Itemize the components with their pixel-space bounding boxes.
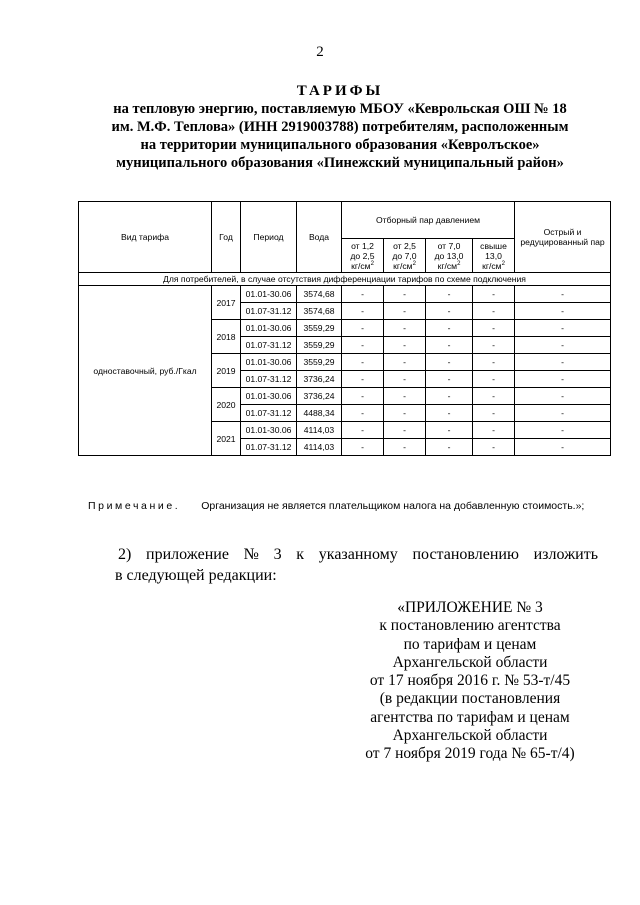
year-cell: 2017 bbox=[212, 286, 241, 320]
water-cell: 3559,29 bbox=[297, 337, 342, 354]
value-cell: - bbox=[342, 303, 384, 320]
value-cell: - bbox=[342, 286, 384, 303]
paragraph-word: изложить bbox=[533, 546, 598, 563]
water-cell: 3574,68 bbox=[297, 286, 342, 303]
document-title bbox=[60, 82, 620, 172]
header-steam-col: свыше 13,0 $кг/см^2$ bbox=[473, 239, 515, 273]
header-sharp-steam: Острый и редуцированный пар bbox=[515, 202, 611, 273]
title-line: муниципального образования «Пинежский муниципальный район» bbox=[116, 155, 564, 171]
water-cell: 4488,34 bbox=[297, 405, 342, 422]
value-cell: - bbox=[515, 337, 611, 354]
value-cell: - bbox=[342, 337, 384, 354]
value-cell: - bbox=[473, 422, 515, 439]
value-cell: - bbox=[342, 405, 384, 422]
value-cell: - bbox=[384, 320, 426, 337]
header-tariff-type: Вид тарифа bbox=[79, 202, 212, 273]
paragraph-word: приложение bbox=[146, 546, 229, 563]
value-cell: - bbox=[384, 388, 426, 405]
water-cell: 4114,03 bbox=[297, 422, 342, 439]
header-water: Вода bbox=[297, 202, 342, 273]
period-cell: 01.07-31.12 bbox=[241, 439, 297, 456]
value-cell: - bbox=[426, 405, 473, 422]
value-cell: - bbox=[473, 337, 515, 354]
appendix-header bbox=[320, 599, 620, 764]
value-cell: - bbox=[515, 388, 611, 405]
appendix-line: к постановлению агентства bbox=[379, 617, 561, 635]
title-line: на территории муниципального образования «Кевролъское» bbox=[140, 137, 540, 153]
value-cell: - bbox=[426, 286, 473, 303]
value-cell: - bbox=[473, 354, 515, 371]
value-cell: - bbox=[515, 303, 611, 320]
paragraph-line bbox=[118, 544, 598, 565]
appendix-line: агентства по тарифам и ценам bbox=[370, 708, 570, 726]
group-label: Для потребителей, в случае отсутствия дифференциации тарифов по схеме подключения bbox=[79, 273, 611, 286]
value-cell: - bbox=[426, 337, 473, 354]
tariffs-table bbox=[78, 201, 611, 456]
value-cell: - bbox=[342, 371, 384, 388]
value-cell: - bbox=[384, 303, 426, 320]
paragraph-word: к bbox=[296, 546, 305, 563]
appendix-line: по тарифам и ценам bbox=[403, 635, 537, 653]
paragraph-word: постановлению bbox=[412, 546, 519, 563]
header-year: Год bbox=[212, 202, 241, 273]
value-cell: - bbox=[426, 388, 473, 405]
amendment-paragraph bbox=[115, 544, 598, 586]
value-cell: - bbox=[473, 303, 515, 320]
appendix-line: от 17 ноября 2016 г. № 53-т/45 bbox=[369, 672, 571, 690]
period-cell: 01.01-30.06 bbox=[241, 422, 297, 439]
paragraph-word: № bbox=[243, 546, 259, 563]
water-cell: 3559,29 bbox=[297, 320, 342, 337]
page-number: 2 bbox=[316, 44, 324, 60]
note-label: Примечание. bbox=[88, 500, 181, 512]
value-cell: - bbox=[515, 354, 611, 371]
value-cell: - bbox=[473, 405, 515, 422]
value-cell: - bbox=[342, 439, 384, 456]
period-cell: 01.07-31.12 bbox=[241, 371, 297, 388]
water-cell: 3559,29 bbox=[297, 354, 342, 371]
year-cell: 2020 bbox=[212, 388, 241, 422]
water-cell: 3574,68 bbox=[297, 303, 342, 320]
paragraph-word: 3 bbox=[273, 546, 282, 563]
paragraph-line: в следующей редакции: bbox=[115, 567, 277, 584]
water-cell: 4114,03 bbox=[297, 439, 342, 456]
value-cell: - bbox=[515, 371, 611, 388]
value-cell: - bbox=[342, 388, 384, 405]
value-cell: - bbox=[473, 286, 515, 303]
header-period: Период bbox=[241, 202, 297, 273]
value-cell: - bbox=[384, 422, 426, 439]
year-cell: 2021 bbox=[212, 422, 241, 456]
period-cell: 01.07-31.12 bbox=[241, 303, 297, 320]
value-cell: - bbox=[342, 320, 384, 337]
paragraph-word: указанному bbox=[318, 546, 398, 563]
table-header-row bbox=[79, 202, 611, 239]
title-heading: ТАРИФЫ bbox=[296, 83, 384, 99]
table-row bbox=[79, 286, 611, 303]
table-note bbox=[88, 500, 628, 512]
value-cell: - bbox=[384, 286, 426, 303]
value-cell: - bbox=[384, 354, 426, 371]
value-cell: - bbox=[384, 371, 426, 388]
header-steam: Отборный пар давлением bbox=[342, 202, 515, 239]
water-cell: 3736,24 bbox=[297, 388, 342, 405]
appendix-line: Архангельской области bbox=[392, 653, 548, 671]
period-cell: 01.01-30.06 bbox=[241, 286, 297, 303]
title-line: на тепловую энергию, поставляемую МБОУ «Кеврольская ОШ № 18 bbox=[113, 101, 567, 117]
appendix-line: от 7 ноября 2019 года № 65-т/4) bbox=[365, 745, 575, 763]
appendix-line: (в редакции постановления bbox=[379, 690, 561, 708]
title-line: им. М.Ф. Теплова» (ИНН 2919003788) потребителям, расположенным bbox=[111, 119, 569, 135]
value-cell: - bbox=[384, 337, 426, 354]
appendix-line: Архангельской области bbox=[392, 727, 548, 745]
value-cell: - bbox=[384, 439, 426, 456]
value-cell: - bbox=[473, 320, 515, 337]
period-cell: 01.07-31.12 bbox=[241, 405, 297, 422]
value-cell: - bbox=[426, 354, 473, 371]
water-cell: 3736,24 bbox=[297, 371, 342, 388]
value-cell: - bbox=[426, 439, 473, 456]
value-cell: - bbox=[426, 422, 473, 439]
appendix-line: «ПРИЛОЖЕНИЕ № 3 bbox=[397, 599, 543, 616]
period-cell: 01.01-30.06 bbox=[241, 388, 297, 405]
period-cell: 01.07-31.12 bbox=[241, 337, 297, 354]
value-cell: - bbox=[342, 354, 384, 371]
value-cell: - bbox=[426, 303, 473, 320]
period-cell: 01.01-30.06 bbox=[241, 320, 297, 337]
value-cell: - bbox=[473, 371, 515, 388]
period-cell: 01.01-30.06 bbox=[241, 354, 297, 371]
value-cell: - bbox=[515, 286, 611, 303]
value-cell: - bbox=[515, 320, 611, 337]
value-cell: - bbox=[426, 371, 473, 388]
year-cell: 2018 bbox=[212, 320, 241, 354]
header-steam-col: от 7,0 до 13,0 $кг/см^2$ bbox=[426, 239, 473, 273]
value-cell: - bbox=[473, 439, 515, 456]
table-group-row bbox=[79, 273, 611, 286]
value-cell: - bbox=[515, 405, 611, 422]
header-steam-col: от 2,5 до 7,0 $кг/см^2$ bbox=[384, 239, 426, 273]
value-cell: - bbox=[515, 439, 611, 456]
value-cell: - bbox=[384, 405, 426, 422]
tariff-type-cell: одноставочный, руб./Гкал bbox=[79, 286, 212, 456]
header-steam-col: от 1,2 до 2,5 $кг/см^2$ bbox=[342, 239, 384, 273]
value-cell: - bbox=[473, 388, 515, 405]
value-cell: - bbox=[342, 422, 384, 439]
value-cell: - bbox=[515, 422, 611, 439]
value-cell: - bbox=[426, 320, 473, 337]
year-cell: 2019 bbox=[212, 354, 241, 388]
note-text: Организация не является плательщиком налога на добавленную стоимость.»; bbox=[201, 500, 585, 512]
paragraph-word: 2) bbox=[118, 546, 132, 563]
